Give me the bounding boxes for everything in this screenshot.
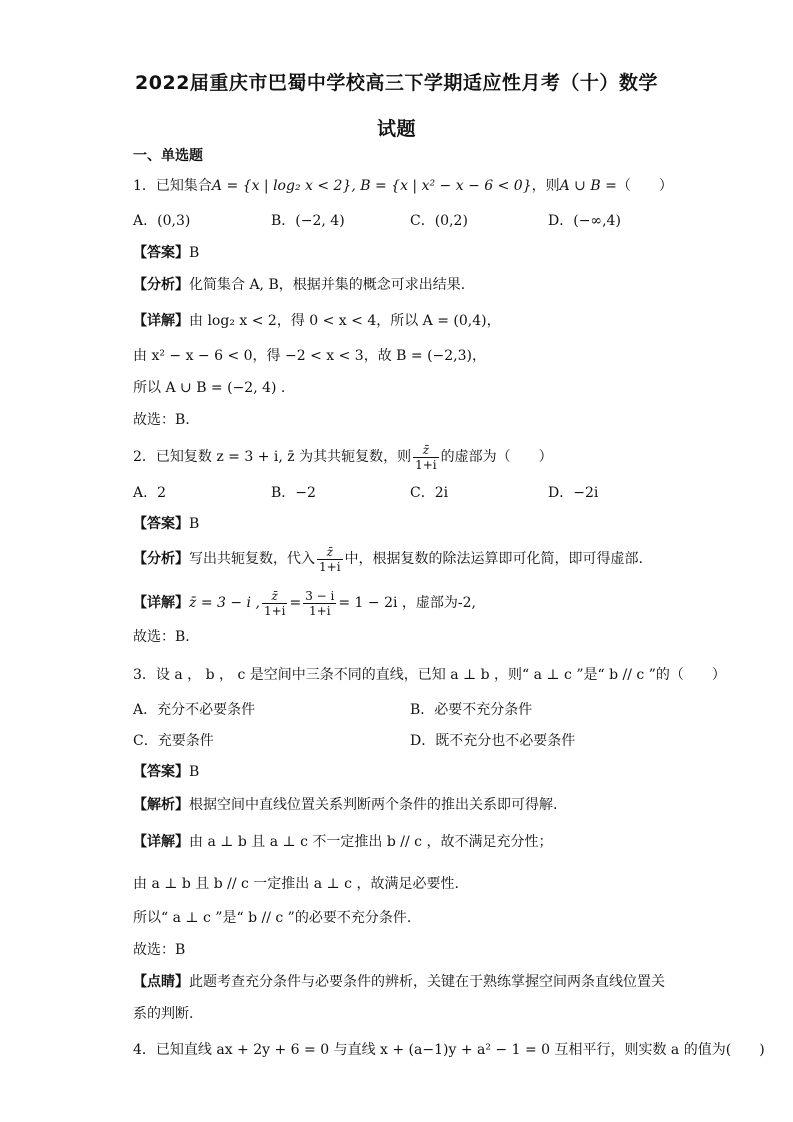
- option-label: B．: [271, 213, 296, 229]
- option-label: A．: [133, 702, 158, 718]
- q1-option-a: [133, 211, 190, 231]
- q2-stem: [133, 442, 553, 472]
- q1-detail-2: 由 x² − x − 6 < 0，得 −2 < x < 3，故 B = (−2,3)，: [133, 348, 487, 364]
- analysis-text: 根据空间中直线位置关系判断两个条件的推出关系即可得解.: [189, 797, 558, 813]
- q3-comment-2: 系的判断.: [133, 1006, 194, 1022]
- q3-stem: 3．设 a ， b ， c 是空间中三条不同的直线，已知 a ⊥ b ，则“ a ⊥ c ”是“ b // c ”的（ ）: [133, 667, 726, 683]
- q2-stem-pre: 2．已知复数 z = 3 + i, z̄ 为其共轭复数，则: [133, 449, 412, 465]
- q1-detail-3: 所以 A ∪ B = (−2, 4) .: [133, 380, 286, 396]
- analysis-text: 化简集合 A, B，根据并集的概念可求出结果.: [189, 277, 466, 293]
- q3-option-a: [133, 700, 255, 720]
- detail-tag: 【详解】: [133, 595, 189, 611]
- q2-option-d: [548, 483, 598, 503]
- q2-fraction: [413, 443, 439, 472]
- q2-option-b: [271, 483, 316, 503]
- analysis-tag: 【分析】: [133, 551, 189, 567]
- comment-tag: 【点睛】: [133, 974, 189, 990]
- q1-choose: 故选：B.: [133, 412, 190, 428]
- q2-choose: 故选：B.: [133, 629, 190, 645]
- option-value: 既不充分也不必要条件: [435, 733, 576, 749]
- detail-conj: z̄ = 3 − i ,: [189, 595, 260, 611]
- q1-stem-pre: 1．已知集合: [133, 178, 212, 194]
- option-label: C．: [410, 485, 435, 501]
- q3-option-d: [410, 731, 575, 751]
- comment-text: 此题考查充分条件与必要条件的辨析，关键在于熟练掌握空间两条直线位置关: [189, 974, 665, 990]
- q1-stem-post: ，则: [531, 178, 560, 194]
- detail-tag: 【详解】: [133, 834, 189, 850]
- q4-stem: 4．已知直线 ax + 2y + 6 = 0 与直线 x + (a−1)y + a² − 1 = 0 互相平行，则实数 a 的值为( ): [133, 1042, 765, 1058]
- option-label: B．: [271, 485, 296, 501]
- q3-choose: 故选：B: [133, 942, 186, 958]
- q2-detail: 【详解】z̄ = 3 − i , $\frac{z̄}{1+i}$ = $\frac{3 - i}{1+i}$ = 1 − 2i ，虚部为-2,: [133, 588, 477, 618]
- option-value: (0,2): [434, 213, 468, 229]
- option-label: A．: [133, 213, 158, 229]
- option-value: −2i: [573, 485, 599, 501]
- q1-union: A ∪ B =: [559, 178, 617, 194]
- detail-result: = 1 − 2i ，虚部为-2,: [338, 595, 477, 611]
- fraction-denominator: 1+i: [415, 457, 437, 472]
- q3-analysis: [133, 795, 557, 815]
- q3-comment-1: [133, 972, 665, 992]
- answer-value: B: [189, 245, 200, 261]
- q2-option-a: [133, 483, 166, 503]
- q2-analysis: [133, 544, 643, 574]
- answer-tag: 【答案】: [133, 245, 189, 261]
- q3-option-b: [410, 700, 532, 720]
- q1-analysis: [133, 275, 465, 295]
- q2-option-c: [410, 483, 448, 503]
- detail-text: 由 log₂ x < 2，得 0 < x < 4，所以 A = (0,4)，: [189, 313, 501, 329]
- fraction-denominator: 1+i: [263, 603, 286, 618]
- analysis-text-pre: 写出共轭复数，代入: [189, 551, 315, 567]
- section-heading: 一、单选题: [133, 148, 203, 164]
- option-label: C．: [133, 733, 158, 749]
- q3-detail-3: 所以“ a ⊥ c ”是“ b // c ”的必要不充分条件.: [133, 910, 412, 926]
- q1-sets: A = {x | log₂ x < 2}, B = {x | x² − x − 6 < 0}: [211, 178, 532, 194]
- analysis-tag: 【解析】: [133, 797, 189, 813]
- q1-detail-1: [133, 311, 501, 331]
- option-value: 必要不充分条件: [434, 702, 533, 718]
- q2-analysis-fraction: [317, 545, 343, 574]
- option-value: −2: [295, 485, 316, 501]
- q1-option-b: [271, 211, 345, 231]
- answer-value: B: [189, 516, 200, 532]
- fraction-numerator: z̄: [262, 589, 288, 604]
- fraction-denominator: 1+i: [309, 603, 331, 618]
- option-value: 充要条件: [157, 733, 214, 749]
- q3-detail-2: 由 a ⊥ b 且 b // c 一定推出 a ⊥ c ，故满足必要性.: [133, 876, 459, 892]
- q1-stem: [133, 176, 673, 196]
- fraction-numerator: z̄: [413, 443, 439, 458]
- option-label: D．: [548, 485, 574, 501]
- doc-title-line2: 试题: [376, 118, 416, 140]
- fraction-numerator: z̄: [317, 545, 343, 560]
- q1-paren: （ ）: [616, 178, 673, 194]
- doc-title-line1: 2022届重庆市巴蜀中学校高三下学期适应性月考（十）数学: [135, 72, 658, 94]
- q2-detail-fraction-1: [262, 589, 288, 618]
- option-label: A．: [133, 485, 158, 501]
- q2-detail-fraction-2: [303, 589, 336, 618]
- option-label: D．: [548, 213, 574, 229]
- option-label: C．: [410, 213, 435, 229]
- option-value: (−2, 4): [295, 213, 345, 229]
- q1-answer: [133, 243, 199, 263]
- fraction-numerator: 3 − i: [305, 588, 335, 603]
- option-value: 2: [157, 485, 167, 501]
- q3-detail-1: [133, 832, 552, 852]
- answer-tag: 【答案】: [133, 516, 189, 532]
- detail-tag: 【详解】: [133, 313, 189, 329]
- option-value: (0,3): [157, 213, 191, 229]
- option-value: 2i: [434, 485, 449, 501]
- q2-answer: [133, 514, 199, 534]
- q1-option-d: [548, 211, 621, 231]
- q2-stem-post: 的虚部为（ ）: [440, 449, 553, 465]
- q1-option-c: [410, 211, 468, 231]
- answer-tag: 【答案】: [133, 764, 189, 780]
- fraction-denominator: 1+i: [319, 559, 341, 574]
- q3-answer: [133, 762, 199, 782]
- option-value: 充分不必要条件: [157, 702, 256, 718]
- analysis-tag: 【分析】: [133, 277, 189, 293]
- option-value: (−∞,4): [573, 213, 621, 229]
- analysis-text-post: 中，根据复数的除法运算即可化简，即可得虚部.: [344, 551, 643, 567]
- option-label: B．: [410, 702, 435, 718]
- answer-value: B: [189, 764, 200, 780]
- option-label: D．: [410, 733, 436, 749]
- detail-text: 由 a ⊥ b 且 a ⊥ c 不一定推出 b // c ，故不满足充分性；: [189, 834, 553, 850]
- q3-option-c: [133, 731, 214, 751]
